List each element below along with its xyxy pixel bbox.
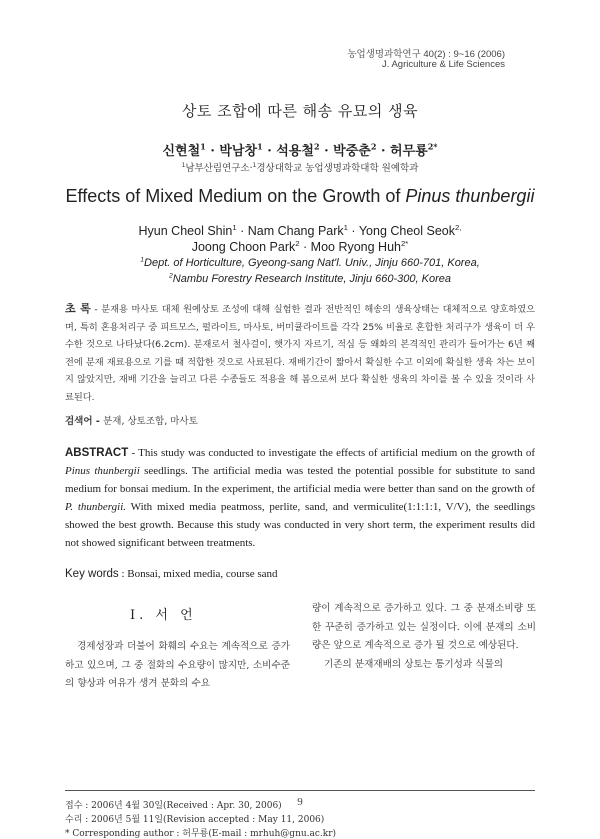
author-name: 박중춘	[333, 144, 371, 159]
abstract-label: 초 록	[65, 302, 91, 315]
author-name: Moo Ryong Huh	[310, 240, 401, 254]
author-name: 석용철	[276, 144, 314, 159]
footnote-accepted: 수리 : 2006년 5월 11일(Revision accepted : May 11, 2006)	[65, 815, 325, 825]
journal-name: J. Agriculture & Life Sciences	[381, 59, 505, 70]
author-name: Nam Chang Park	[247, 224, 344, 238]
english-abstract: ABSTRACT - This study was conducted to investigate the effects of artificial medium on the growth of Pinus thunbergii seedlings. The artificial media was tested the potential possible for substitute to sand medium for bonsai medium. In the experiment, the artificial media were better than sand on the growth of P. thunbergii. With mixed media peatmoss, perlite, sand, and vermiculite(1:1:1:1, V/V), the seedlings showed the best growth. Because this study was conducted in very short term, the experiment results did not showed significant between treatments.	[65, 447, 536, 549]
english-authors-line1: Hyun Cheol Shin$^1$ · Nam Chang Park$^1$ · Yong Cheol Seok$^{2,}$	[138, 222, 462, 238]
english-affiliation-1: $^1$Dept. of Horticulture, Gyeong-sang Nat'l. Univ., Jinju 660-701, Korea,	[140, 256, 480, 269]
body-right-column	[312, 600, 536, 674]
author-name: Joong Choon Park	[191, 240, 296, 254]
english-authors-line2: Joong Choon Park$^2$ · Moo Ryong Huh$^{2*}$	[191, 238, 409, 254]
journal-citation: 농업생명과학연구 40(2) : 9~16 (2006)	[347, 49, 505, 60]
korean-affiliation: $^1$남부산림연구소·$^1$경상대학교 농업생명과학대학 원예학과	[181, 162, 419, 174]
author-name: 허무룡	[390, 144, 428, 159]
english-title: Effects of Mixed Medium on the Growth of Pinus thunbergii	[65, 186, 535, 206]
species-name: Pinus thunbergii	[405, 186, 535, 206]
footnote-received: 접수 : 2006년 4월 30일(Received : Apr. 30, 2006)	[65, 801, 282, 811]
body-left-column: 경제성장과 더불어 화훼의 수요는 계속적으로 증가하고 있으며, 그 중 절화의 수요량이 많지만, 소비수준의 향상과 여유가 생겨 분화의 수요	[65, 641, 290, 689]
english-affiliation-2: $^2$Nambu Forestry Research Institute, Jinju 660-300, Korea	[169, 272, 451, 285]
section-heading: I. 서 언	[130, 608, 197, 623]
korean-title: 상토 조합에 따른 해송 유묘의 생육	[181, 102, 419, 120]
english-keywords: Key words : Bonsai, mixed media, course sand	[65, 568, 278, 580]
korean-keywords: 검색어 - 분재, 상토조합, 마사토	[65, 416, 198, 427]
page-number: 9	[297, 796, 303, 808]
korean-authors: 신현철$^1$ · 박남창$^1$ · 석용철$^2$ · 박중춘$^2$ · 허무룡$^{2*}$	[162, 141, 438, 159]
author-name: Hyun Cheol Shin	[138, 224, 233, 238]
body-paragraph: 기존의 분재재배의 상토는 통기성과 식물의	[324, 658, 504, 670]
korean-abstract: 초 록 - 분재용 마사토 대체 원예상토 조성에 대해 실험한 결과 전반적인 해송의 생육상태는 대체적으로 양호하였으며, 특히 혼용처리구 중 피트모스, 펄라이트, 마사토, 버미큘라이트를 각각 25% 비율로 혼합한 처리구가 생육이 더 우수한 것으로 나타났다(6.2cm). 분재로서 철사걸이, 햇가지 자르기, 적심 등 왜화의 본격적인 관리가 들어가는 6년 째 전에 분재 재료용으로 기를 때 적합한 것으로 사료된다. 재배기간이 짧아서 확실한 수고 이외에 확실한 생육 차는 보이지 않았지만, 재배 기간을 늘리고 다른 수종들도 적용을 해 봄으로써 보다 확실한 생육의 차이를 볼 수 있을 것이라 사료된다.	[65, 302, 535, 403]
footnote-divider	[65, 790, 535, 791]
abstract-label: ABSTRACT	[65, 447, 129, 459]
author-name: 박남창	[219, 144, 258, 159]
footnote-corresponding: * Corresponding author : 허무룡(E-mail : mrhuh@gnu.ac.kr)	[65, 829, 337, 839]
author-name: Yong Cheol Seok	[358, 224, 455, 238]
body-paragraph: 량이 계속적으로 증가하고 있다. 그 중 분재소비량 또한 꾸준히 증가하고 있는 실정이다. 이에 분재의 소비량은 앞으로 계속적으로 증가 될 것으로 예상된다.	[312, 603, 536, 651]
author-name: 신현철	[162, 144, 201, 159]
